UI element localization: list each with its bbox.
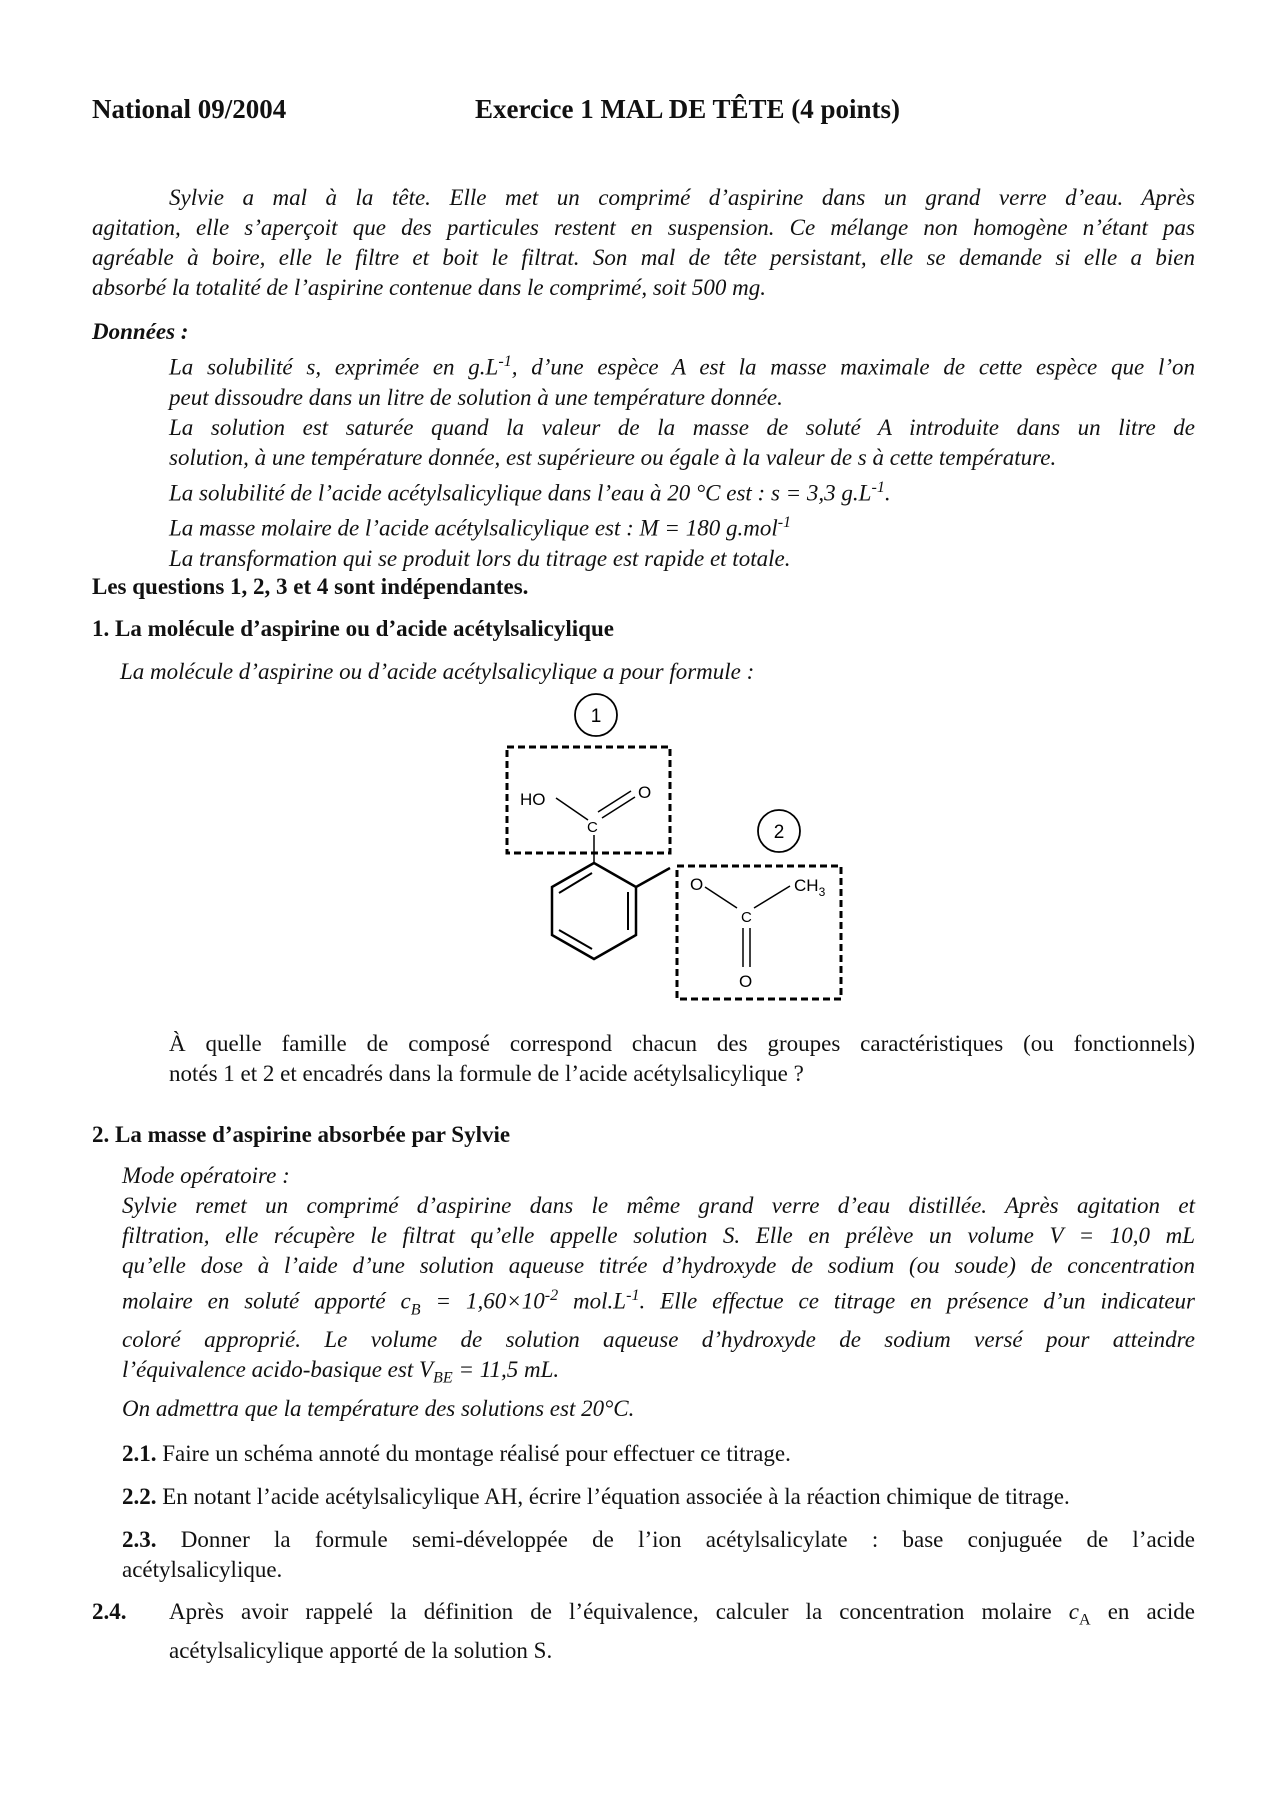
mode-line: filtration, elle récupère le filtrat qu’elle appelle solution S. Elle en prélève un volume V = 10,0 mL xyxy=(122,1223,1195,1248)
exponent: -1 xyxy=(777,514,792,532)
question-line: À quelle famille de composé correspond chacun des groupes caractéristiques (ou fonctionnels) xyxy=(169,1031,1195,1056)
exponent: -2 xyxy=(544,1287,559,1304)
subscript: BE xyxy=(433,1369,453,1387)
section1-intro: La molécule d’aspirine ou d’acide acétylsalicylique a pour formule : xyxy=(120,659,755,684)
ch3-text: CH xyxy=(794,876,819,895)
question-line xyxy=(169,1597,1195,1636)
intro-line: agitation, elle s’aperçoit que des particules restent en suspension. Ce mélange non homogène n’étant pas xyxy=(92,215,1195,240)
question-text: en acide xyxy=(1090,1599,1195,1624)
text: mol.L xyxy=(558,1288,627,1314)
mode-line: coloré approprié. Le volume de solution aqueuse d’hydroxyde de sodium versé pour atteindre xyxy=(122,1327,1195,1353)
section1-question xyxy=(169,1029,1195,1089)
mode-title: Mode opératoire : xyxy=(122,1163,290,1188)
intro-line: absorbé la totalité de l’aspirine contenue dans le comprimé, soit 500 mg. xyxy=(92,275,766,300)
question-text: En notant l’acide acétylsalicylique AH, écrire l’équation associée à la réaction chimique de titrage. xyxy=(162,1484,1070,1509)
question-number: 2.2. xyxy=(122,1484,157,1509)
ho-label: HO xyxy=(520,790,546,809)
bond-ho-c xyxy=(556,798,588,820)
mode-line: qu’elle dose à l’aide d’une solution aqueuse titrée d’hydroxyde de sodium (ou soude) de concentration xyxy=(122,1253,1195,1278)
exponent: -1 xyxy=(626,1287,640,1304)
ch3-sub: 3 xyxy=(818,885,826,899)
mode-line xyxy=(122,1355,1195,1394)
symbol-c: c xyxy=(1068,1599,1079,1624)
question-number: 2.3. xyxy=(122,1527,157,1552)
text: = 1,60×10 xyxy=(420,1288,545,1314)
o-ester-label: O xyxy=(690,875,704,894)
mode-line: Sylvie remet un comprimé d’aspirine dans le même grand verre d’eau distillée. Après agitation et xyxy=(122,1193,1195,1218)
question-2-2 xyxy=(122,1482,1195,1512)
question-line: acétylsalicylique apporté de la solution S. xyxy=(169,1637,553,1663)
section1-title: 1. La molécule d’aspirine ou d’acide acétylsalicylique xyxy=(92,616,614,641)
question-2-3 xyxy=(122,1525,1195,1585)
bond-c-ch3 xyxy=(754,886,790,908)
solubility-def-b: , d’une espèce A est la masse maximale de cette espèce que l’on xyxy=(511,354,1195,380)
question-number: 2.1. xyxy=(122,1441,157,1466)
circle-2-label: 2 xyxy=(773,822,785,843)
solubility-value: La solubilité de l’acide acétylsalicylique dans l’eau à 20 °C est : s = 3,3 g.L xyxy=(169,480,872,506)
bond-o-c xyxy=(705,887,737,908)
circle-1-label: 1 xyxy=(590,706,602,727)
question-text: Faire un schéma annoté du montage réalisé pour effectuer ce titrage. xyxy=(162,1441,791,1466)
bond-c-o-double-a xyxy=(602,797,635,818)
subscript: A xyxy=(1079,1611,1091,1629)
donnees-line: peut dissoudre dans un litre de solution à une température donnée. xyxy=(169,384,783,410)
mode-line xyxy=(122,1281,1195,1325)
question-line xyxy=(122,1525,1195,1555)
text: molaire en soluté apporté c xyxy=(122,1288,411,1314)
exponent: -1 xyxy=(498,353,512,370)
header-title: Exercice 1 MAL DE TÊTE (4 points) xyxy=(475,94,901,124)
question-2-4-number: 2.4. xyxy=(92,1599,127,1624)
mode-line: On admettra que la température des solutions est 20°C. xyxy=(122,1395,635,1421)
c-ester-label: C xyxy=(741,909,752,926)
section2-title: 2. La masse d’aspirine absorbée par Sylvie xyxy=(92,1122,511,1147)
donnees-block xyxy=(169,347,1195,574)
intro-paragraph xyxy=(92,183,1195,303)
bond-c-o-double-b xyxy=(598,791,631,812)
section2-mode xyxy=(122,1161,1195,1424)
ch3-label xyxy=(794,876,826,899)
o-top-label: O xyxy=(638,783,652,802)
period: . xyxy=(884,480,891,506)
question-2-4 xyxy=(169,1597,1195,1666)
exponent: -1 xyxy=(871,478,885,496)
donnees-line xyxy=(169,473,1195,509)
intro-line: Sylvie a mal à la tête. Elle met un comprimé d’aspirine dans un grand verre d’eau. Après xyxy=(169,185,1195,210)
text: l’équivalence acido-basique est V xyxy=(122,1357,434,1383)
text: . Elle effectue ce titrage en présence d’un indicateur xyxy=(639,1288,1196,1314)
question-text: Donner la formule semi-développée de l’ion acétylsalicylate : base conjuguée de l’acide xyxy=(180,1527,1195,1552)
ring-double-1 xyxy=(559,873,592,893)
benzene-ring xyxy=(552,863,636,959)
aspirin-molecule-diagram xyxy=(490,690,860,1010)
header-left: National 09/2004 xyxy=(92,94,287,124)
question-text: Après avoir rappelé la définition de l’équivalence, calculer la concentration molaire xyxy=(169,1599,1069,1624)
ring-double-3 xyxy=(559,930,592,949)
independent-note: Les questions 1, 2, 3 et 4 sont indépendantes. xyxy=(92,574,529,599)
c-top-label: C xyxy=(587,819,598,836)
donnees-line: La solution est saturée quand la valeur de la masse de soluté A introduite dans un litre de xyxy=(169,414,1195,440)
donnees-line: La transformation qui se produit lors du titrage est rapide et totale. xyxy=(169,545,791,571)
donnees-line: solution, à une température donnée, est supérieure ou égale à la valeur de s à cette température. xyxy=(169,444,1057,470)
solubility-def-a: La solubilité s, exprimée en g.L xyxy=(169,354,499,380)
donnees-title: Données : xyxy=(92,319,189,344)
o-bottom-label: O xyxy=(739,972,753,991)
text: = 11,5 mL. xyxy=(452,1357,560,1383)
question-line: notés 1 et 2 et encadrés dans la formule de l’acide acétylsalicylique ? xyxy=(169,1061,804,1086)
intro-line: agréable à boire, elle le filtre et boit le filtrat. Son mal de tête persistant, elle se demande si elle a bien xyxy=(92,245,1195,270)
bond-ring-o xyxy=(636,868,670,887)
question-line: acétylsalicylique. xyxy=(122,1557,283,1582)
subscript: B xyxy=(410,1301,421,1319)
donnees-line xyxy=(169,347,1195,383)
question-2-1 xyxy=(122,1439,1195,1469)
molar-mass: La masse molaire de l’acide acétylsalicylique est : M = 180 g.mol xyxy=(169,515,778,541)
donnees-line xyxy=(169,508,1195,544)
